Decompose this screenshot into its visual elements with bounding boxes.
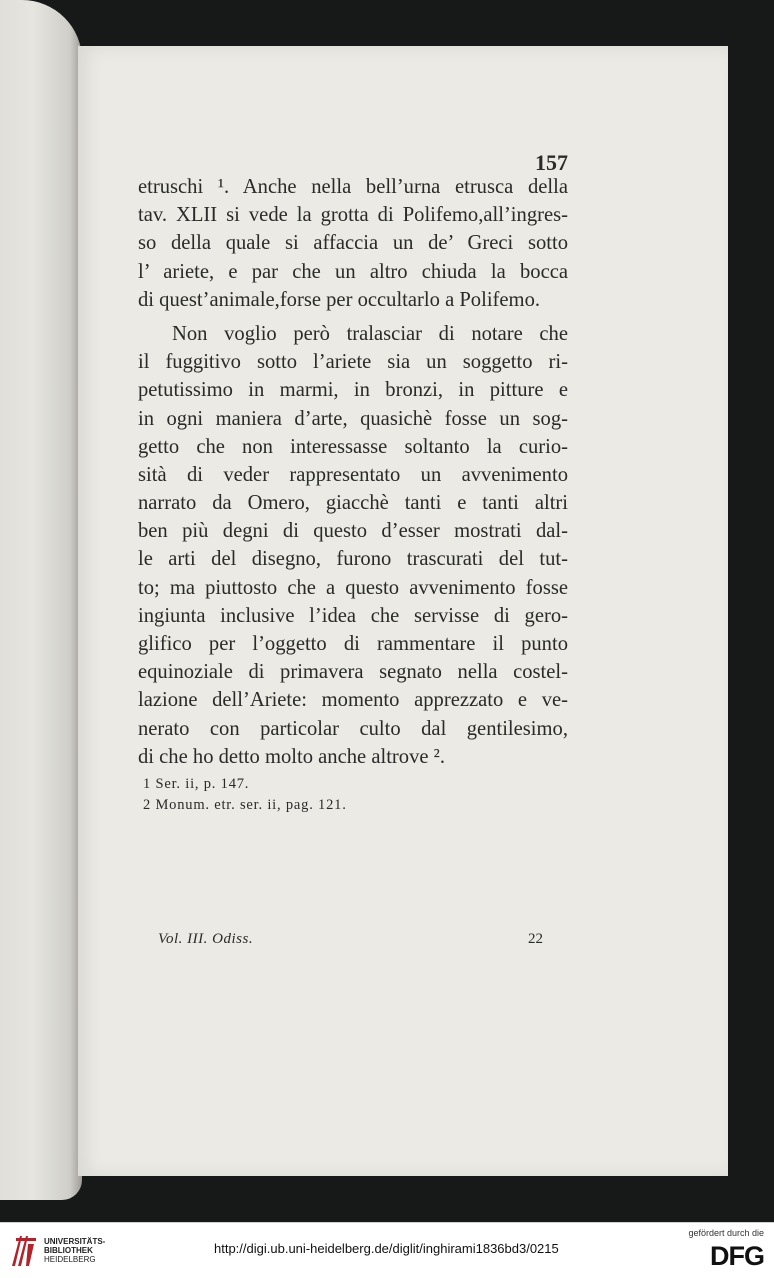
signature-mark: Vol. III. Odiss. [158, 931, 254, 947]
permalink-url[interactable]: http://digi.ub.uni-heidelberg.de/diglit/inghirami1836bd3/0215 [214, 1241, 559, 1256]
library-name: UNIVERSITÄTS- BIBLIOTHEK HEIDELBERG [44, 1237, 106, 1264]
book-page [78, 46, 728, 1176]
text-line: Non voglio però tralasciar di notare che [172, 322, 568, 345]
text-line: etruschi ¹. Anche nella bell’urna etrusca della [138, 176, 568, 198]
text-line: glifico per l’oggetto di rammentare il punto [138, 633, 568, 655]
left-page-edge [0, 0, 82, 1200]
footnote-2: 2 Monum. etr. ser. ii, pag. 121. [143, 797, 347, 813]
dfg-logo: DFG [710, 1241, 764, 1271]
text-line: tav. XLII si vede la grotta di Polifemo,all’ingres- [138, 204, 568, 227]
footnote-1: 1 Ser. ii, p. 147. [143, 776, 250, 792]
text-line: lazione dell’Ariete: momento apprezzato e ve- [138, 689, 568, 712]
text-line: sità di veder rappresentato un avvenimento [138, 463, 568, 486]
text-line: il fuggitivo sotto l’ariete sia un soggetto ri- [138, 351, 568, 374]
page-number: 157 [535, 150, 568, 175]
text-line: equinoziale di primavera segnato nella costel- [138, 661, 568, 684]
text-line: ben più degni di questo d’esser mostrati dal- [138, 520, 568, 543]
text-line: petutissimo in marmi, in bronzi, in pitture e [138, 379, 568, 402]
library-logo-icon [8, 1232, 38, 1268]
text-line: di quest’animale,forse per occultarlo a Polifemo. [138, 288, 541, 311]
footer-bar [0, 1222, 774, 1278]
text-line: le arti del disegno, furono trascurati del tut- [138, 548, 568, 571]
text-line: in ogni maniera d’arte, quasichè fosse un sog- [138, 407, 568, 430]
text-line: l’ ariete, e par che un altro chiuda la bocca [138, 260, 568, 283]
sheet-number: 22 [528, 931, 543, 947]
text-line: di che ho detto molto anche altrove ². [138, 745, 445, 768]
text-line: to; ma piuttosto che a questo avvenimento fosse [138, 576, 568, 599]
text-line: nerato con particolar culto dal gentilesimo, [138, 717, 568, 740]
text-line: so della quale si affaccia un de’ Greci sotto [138, 232, 568, 255]
funded-by-label: gefördert durch die [688, 1228, 764, 1238]
text-line: getto che non interessasse soltanto la curio- [138, 435, 568, 458]
text-line: ingiunta inclusive l’idea che servisse di gero- [138, 604, 568, 627]
page-body-text [138, 173, 568, 771]
text-line: narrato da Omero, giacchè tanti e tanti altri [138, 492, 568, 515]
footnotes [143, 774, 563, 816]
